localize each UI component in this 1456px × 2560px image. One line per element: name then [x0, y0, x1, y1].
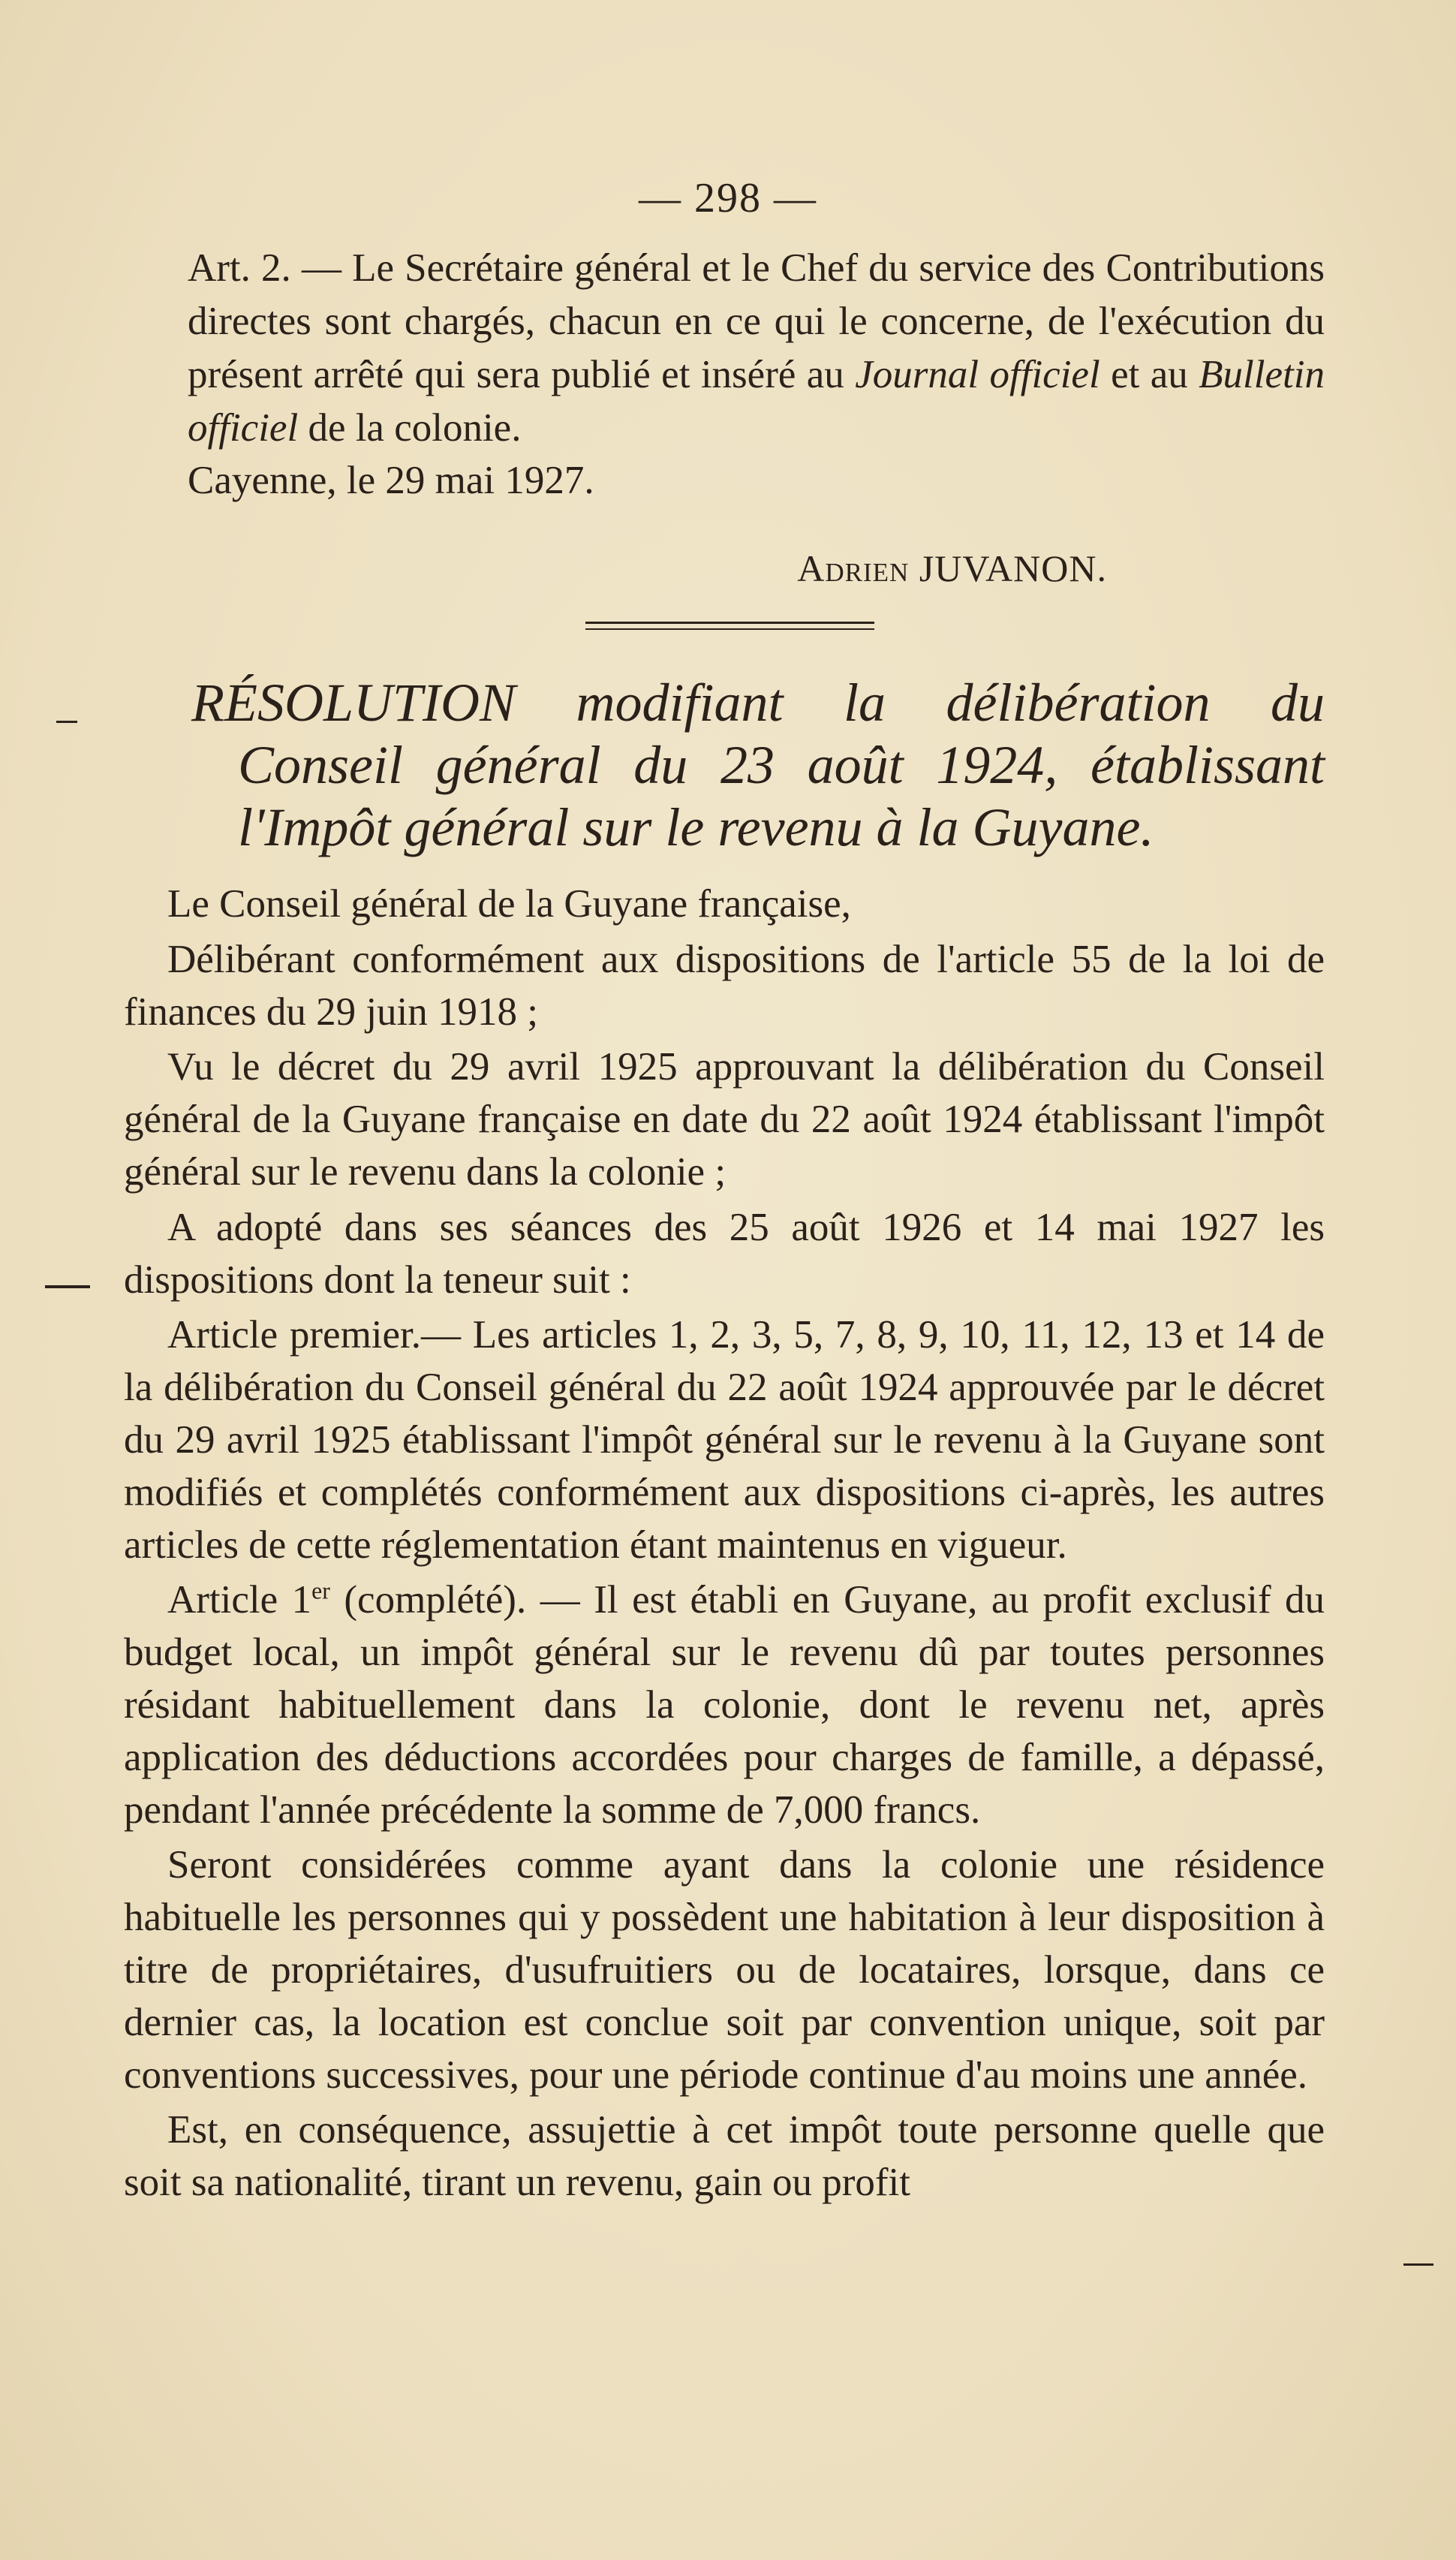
article-1er-lead: Article 1 — [167, 1578, 312, 1622]
article-2-body: — Le Secrétaire général et le Chef du service des Contributions directes sont chargés, chacun en ce qui le concerne, de l'exécution du présent arrêté qui sera publié et inséré au — [188, 246, 1325, 396]
resolution-line-1-rest: modifiant la délibération du — [516, 673, 1325, 733]
article-2-paragraph — [176, 242, 1325, 455]
article-premier-lead: Article premier. — [167, 1313, 422, 1357]
paragraph-deliberant: Délibérant conformément aux dispositions de l'article 55 de la loi de finances du 29 juin 1918 ; — [124, 937, 1325, 1034]
signature-first-name: Adrien — [797, 547, 910, 589]
paragraph-conseil: Le Conseil général de la Guyane française, — [167, 882, 851, 926]
paragraph-article-premier — [124, 1309, 1325, 1571]
article-premier-text: — Les articles 1, 2, 3, 5, 7, 8, 9, 10, 11, 12, 13 et 14 de la délibération du Conseil général du 22 août 1924 approuvée par le décret du 29 avril 1925 établissant l'impôt général sur le revenu à la Guyane sont modifiés et complétés conformément aux dispositions ci-après, les autres articles de cette réglementation étant maintenus en vigueur. — [124, 1313, 1325, 1567]
signature-last-name: JUVANON. — [919, 547, 1107, 589]
article-2-text — [176, 242, 1325, 455]
bulletin-officiel: Bulletin officiel — [188, 353, 1325, 450]
resolution-title — [191, 672, 1325, 859]
paragraph-a-adopte: A adopté dans ses séances des 25 août 1926 et 14 mai 1927 les dispositions dont la teneur suit : — [124, 1205, 1325, 1302]
resolution-title-line-2: Conseil général du 23 août 1924, établissant — [238, 735, 1325, 795]
article-2-end: de la colonie. — [298, 406, 522, 450]
margin-dash-3 — [1403, 2263, 1433, 2266]
paragraph-residence: Seront considérées comme ayant dans la colonie une résidence habituelle les personnes qui y possèdent une habitation à leur disposition à titre de propriétaires, d'usufruitiers ou de locataires, lorsque, dans ce dernier cas, la location est conclue soit par convention unique, soit par conventions successives, pour une période continue d'au moins une année. — [124, 1843, 1325, 2097]
journal-officiel: Journal officiel — [855, 353, 1100, 396]
resolution-title-line-3: l'Impôt général sur le revenu à la Guyane. — [238, 797, 1154, 857]
article-1er-sup: er — [311, 1577, 330, 1604]
article-1er-paren: (complété). — [329, 1578, 527, 1622]
paragraph-assujettie: Est, en conséquence, assujettie à cet impôt toute personne quelle que soit sa nationalité, tirant un revenu, gain ou profit — [124, 2108, 1325, 2205]
section-divider — [585, 622, 874, 630]
city-date: Cayenne, le 29 mai 1927. — [188, 459, 594, 502]
margin-dash-1 — [56, 721, 77, 723]
resolution-body — [124, 878, 1325, 2212]
paragraph-article-1er — [124, 1574, 1325, 1836]
paragraph-vu-decret: Vu le décret du 29 avril 1925 approuvant la délibération du Conseil général de la Guyane française en date du 22 août 1924 établissant l'impôt général sur le revenu dans la colonie ; — [124, 1045, 1325, 1194]
signature — [797, 547, 1107, 590]
article-2-mid: et au — [1100, 353, 1199, 396]
margin-dash-2 — [45, 1285, 90, 1288]
resolution-title-line-1 — [191, 672, 1325, 734]
resolution-keyword: RÉSOLUTION — [191, 673, 516, 733]
article-2-lead: Art. 2. — [188, 246, 291, 290]
page-number: — 298 — — [639, 175, 817, 221]
article-1er-text: — Il est établi en Guyane, au profit exclusif du budget local, un impôt général sur le revenu dû par toutes personnes résidant habituellement dans la colonie, dont le revenu net, après application des déductions accordées pour charges de famille, a dépassé, pendant l'année précédente la somme de 7,000 francs. — [124, 1578, 1325, 1832]
